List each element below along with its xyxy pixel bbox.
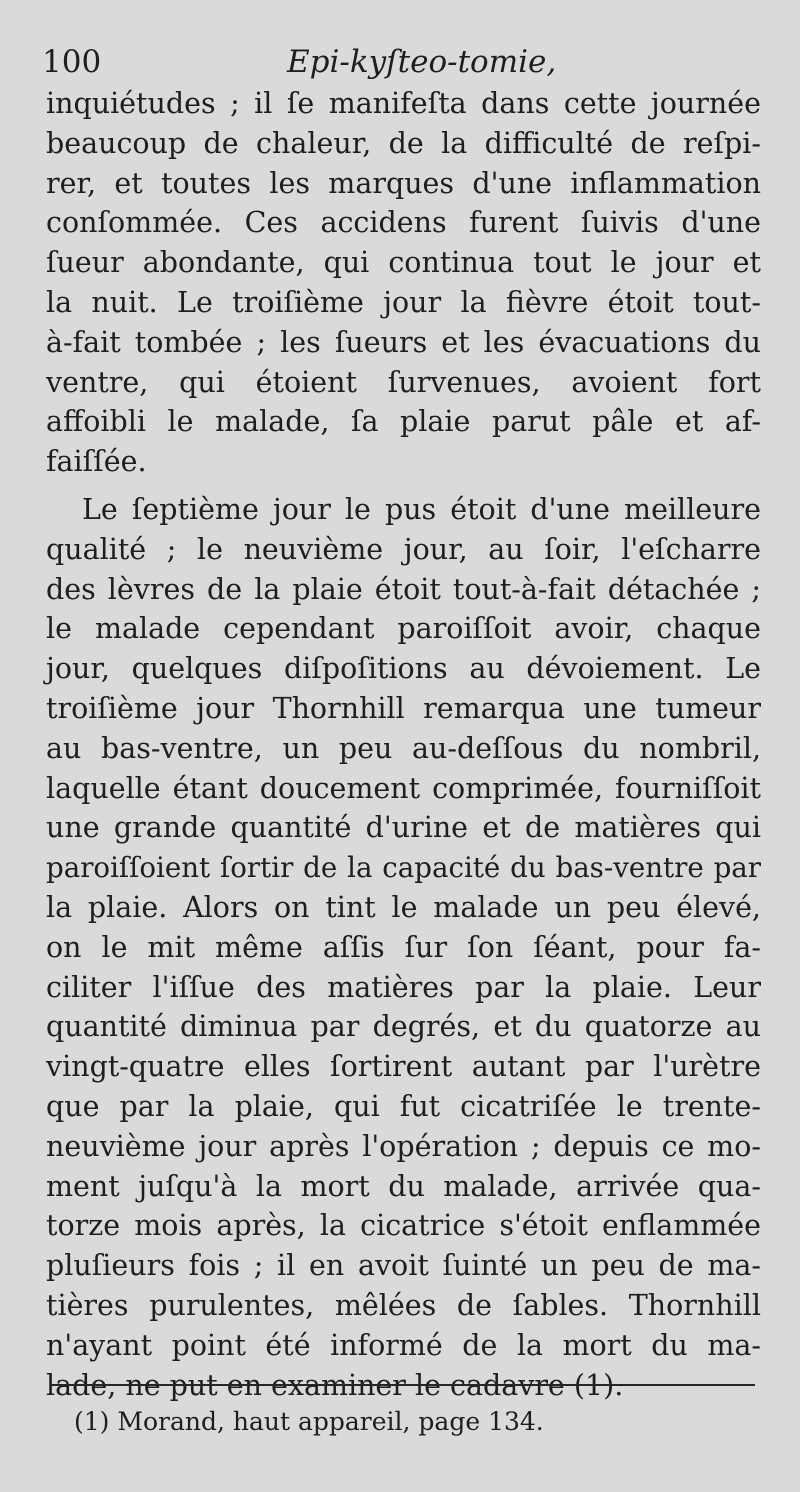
paragraph-2: [46, 490, 761, 1405]
running-title: Epi-kyſteo-tomie,: [287, 44, 557, 80]
text-line: pluſieurs fois ; il en avoit ſuinté un peu de ma-: [46, 1249, 761, 1283]
footnote: (1) Morand, haut appareil, page 134.: [74, 1407, 544, 1436]
page-number: 100: [42, 44, 102, 80]
text-line: beaucoup de chaleur, de la difficulté de reſpi-: [46, 126, 761, 160]
text-line: torze mois après, la cicatrice s'étoit enflammée: [46, 1209, 761, 1243]
text-line: inquiétudes ; il ſe manifeſta dans cette journée: [46, 87, 761, 120]
page-header: [42, 38, 762, 88]
text-line: rer, et toutes les marques d'une inflammation: [46, 166, 761, 200]
text-line: n'ayant point été informé de la mort du ma-: [46, 1328, 761, 1362]
text-line: qualité ; le neuvième jour, au ſoir, l'eſcharre: [46, 532, 761, 566]
text-line: lade, ne put en examiner le cadavre (1).: [46, 1368, 624, 1402]
body-text: [46, 84, 761, 1405]
text-line: Le ſeptième jour le pus étoit d'une meilleure: [82, 492, 761, 526]
text-line: paroiſſoient ſortir de la capacité du bas-ventre par: [46, 851, 761, 885]
paragraph-1: [46, 84, 761, 482]
text-line: quantité diminua par degrés, et du quatorze au: [46, 1010, 761, 1044]
text-line: des lèvres de la plaie étoit tout-à-fait détachée ;: [46, 572, 761, 606]
text-line: une grande quantité d'urine et de matières qui: [46, 811, 761, 845]
text-line: on le mit même aſſis ſur ſon ſéant, pour fa-: [46, 930, 761, 964]
text-line: neuvième jour après l'opération ; depuis ce mo-: [46, 1129, 761, 1163]
text-line: faiſſée.: [46, 445, 147, 479]
text-line: ſueur abondante, qui continua tout le jour et: [46, 246, 761, 280]
text-line: au bas-ventre, un peu au-deſſous du nombril,: [46, 731, 761, 765]
text-line: jour, quelques diſpoſitions au dévoiement. Le: [46, 652, 761, 686]
text-line: troiſième jour Thornhill remarqua une tumeur: [46, 691, 761, 725]
text-line: la plaie. Alors on tint le malade un peu élevé,: [46, 890, 761, 924]
text-line: ventre, qui étoient ſurvenues, avoient fort: [46, 365, 761, 399]
text-line: le malade cependant paroiſſoit avoir, chaque: [46, 612, 761, 646]
text-line: la nuit. Le troiſième jour la fièvre étoit tout-: [46, 285, 761, 319]
text-line: affoibli le malade, ſa plaie parut pâle et af-: [46, 405, 761, 439]
text-line: vingt-quatre elles ſortirent autant par l'urètre: [46, 1050, 761, 1084]
text-line: ciliter l'iſſue des matières par la plaie. Leur: [46, 970, 761, 1004]
text-line: tières purulentes, mêlées de ſables. Thornhill: [46, 1288, 761, 1322]
text-line: ment juſqu'à la mort du malade, arrivée qua-: [46, 1169, 761, 1203]
text-line: conſommée. Ces accidens furent ſuivis d'une: [46, 206, 761, 240]
footnote-rule: [50, 1384, 755, 1386]
text-line: à-fait tombée ; les ſueurs et les évacuations du: [46, 325, 761, 359]
text-line: que par la plaie, qui fut cicatriſée le trente-: [46, 1089, 761, 1123]
text-line: laquelle étant doucement comprimée, fourniſſoit: [46, 771, 761, 805]
paragraph-gap: [46, 482, 761, 490]
